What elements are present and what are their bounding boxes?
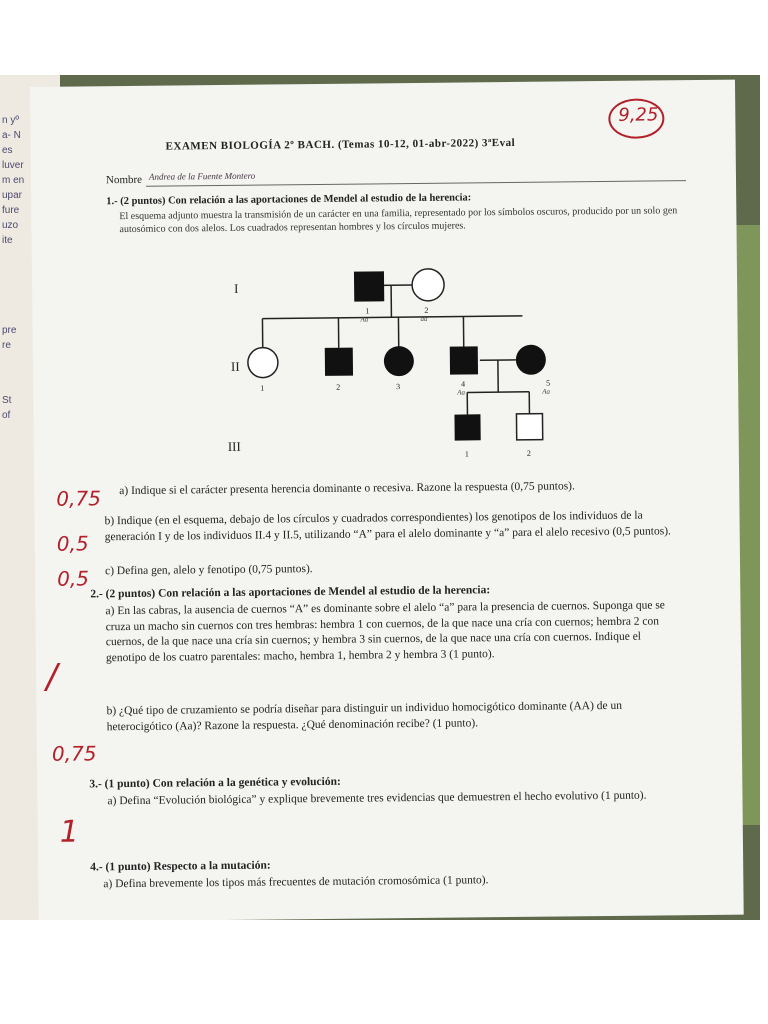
q4-heading: 4.- (1 punto) Respecto a la mutación: <box>90 859 271 874</box>
q1-c-mark: 0,5 <box>57 566 90 591</box>
label-II3-num: 3 <box>396 382 401 392</box>
label-II2-num: 2 <box>336 382 341 392</box>
q4-a: a) Defina brevemente los tipos más frecuentes de mutación cromosómica (1 punto). <box>103 874 489 891</box>
label-II4-num: 4 <box>461 379 466 389</box>
individual-II2-affected-male <box>325 348 353 376</box>
q1-intro: El esquema adjunto muestra la transmisión de un carácter en una familia, representado por los símbolos oscuros, producido por un solo gen autosómico con dos alelos. Los cuadrados representan hombres y los círculos mujeres. <box>119 205 678 236</box>
q2-heading: 2.- (2 puntos) Con relación a las aportaciones de Mendel al estudio de la herencia: <box>90 584 491 601</box>
total-score: 9,25 <box>618 104 659 126</box>
individual-I1-affected-male <box>354 271 384 301</box>
label-II4-geno: Aa <box>457 388 466 397</box>
individual-II4-affected-male <box>450 346 478 374</box>
q1-heading: 1.- (2 puntos) Con relación a las aportaciones de Mendel al estudio de la herencia: <box>106 192 472 208</box>
q1-a: a) Indique si el carácter presenta herencia dominante o recesiva. Razone la respuesta (0,75 puntos). <box>119 480 575 498</box>
individual-II5-affected-female <box>516 345 546 375</box>
individual-III1-affected-male <box>454 414 480 440</box>
individual-II1-female <box>248 347 278 377</box>
underlying-sheet: n yº a- N es luver m en upar fure uzo ite pre re St of <box>0 75 60 920</box>
q2-a-mark: / <box>45 656 58 697</box>
gen-label-2: II <box>230 358 240 374</box>
q1-b-mark: 0,5 <box>56 531 89 556</box>
q1-a-mark: 0,75 <box>56 486 101 511</box>
exam-title: EXAMEN BIOLOGÍA 2º BACH. (Temas 10-12, 01-abr-2022) 3ªEval <box>165 136 516 153</box>
label-II1-num: 1 <box>260 383 265 393</box>
individual-II3-affected-female <box>384 346 414 376</box>
q2-b-mark: 0,75 <box>51 741 97 766</box>
individual-III2-male <box>516 414 542 440</box>
q1-c: c) Defina gen, alelo y fenotipo (0,75 puntos). <box>105 563 313 578</box>
individual-I2-female <box>412 269 444 301</box>
exam-sheet <box>30 80 744 920</box>
label-I2-geno: aa <box>420 314 428 323</box>
label-II5-num: 5 <box>546 378 551 388</box>
student-name: Andrea de la Fuente Montero <box>148 170 256 182</box>
gen-label-1: I <box>234 280 239 296</box>
q3-heading: 3.- (1 punto) Con relación a la genética y evolución: <box>89 775 341 791</box>
label-I1-geno: Aa <box>360 315 369 324</box>
name-line <box>146 180 686 187</box>
name-label: Nombre <box>105 173 143 187</box>
label-I1-num: 1 <box>365 306 370 316</box>
label-I2-num: 2 <box>424 305 429 315</box>
gen-label-3: III <box>227 438 241 454</box>
label-III2-num: 2 <box>526 448 531 458</box>
q3-a: a) Defina “Evolución biológica” y explique brevemente tres evidencias que demuestren el hecho evolutivo (1 punto). <box>107 789 647 808</box>
photo-frame <box>0 75 760 920</box>
q3-a-mark: 1 <box>59 814 80 850</box>
label-III1-num: 1 <box>464 449 469 459</box>
q1-b: b) Indique (en el esquema, debajo de los círculos y cuadrados correspondientes) los genotipos de los individuos de la generación I y de los individuos II.4 y II.5, utilizando “A” para el alelo dominante y “a” para el alelo recesivo (0,5 puntos). <box>104 509 671 543</box>
q2-b: b) ¿Qué tipo de cruzamiento se podría diseñar para distinguir un individuo homocigótico dominante (AA) de un heterocigótico (Aa)? Razone la respuesta. ¿Qué denominación recibe? (1 punto). <box>106 699 623 733</box>
pedigree-chart <box>172 261 634 466</box>
q2-a: a) En las cabras, la ausencia de cuernos “A” es dominante sobre el alelo “a” para la presencia de cuernos. Suponga que se cruza un macho sin cuernos con tres hembras: hembra 1 con cuernos, de la que nace una cría con cuernos; hembra 2 con cuernos, de la que nace una cría sin cuernos; y hembra 3 sin cuernos, de la que nace una cría con cuernos. Indique el genotipo de los cuatro parentales: macho, hembra 1, hembra 2 y hembra 3 (1 punto). <box>105 599 665 664</box>
label-II5-geno: Aa <box>542 387 551 396</box>
